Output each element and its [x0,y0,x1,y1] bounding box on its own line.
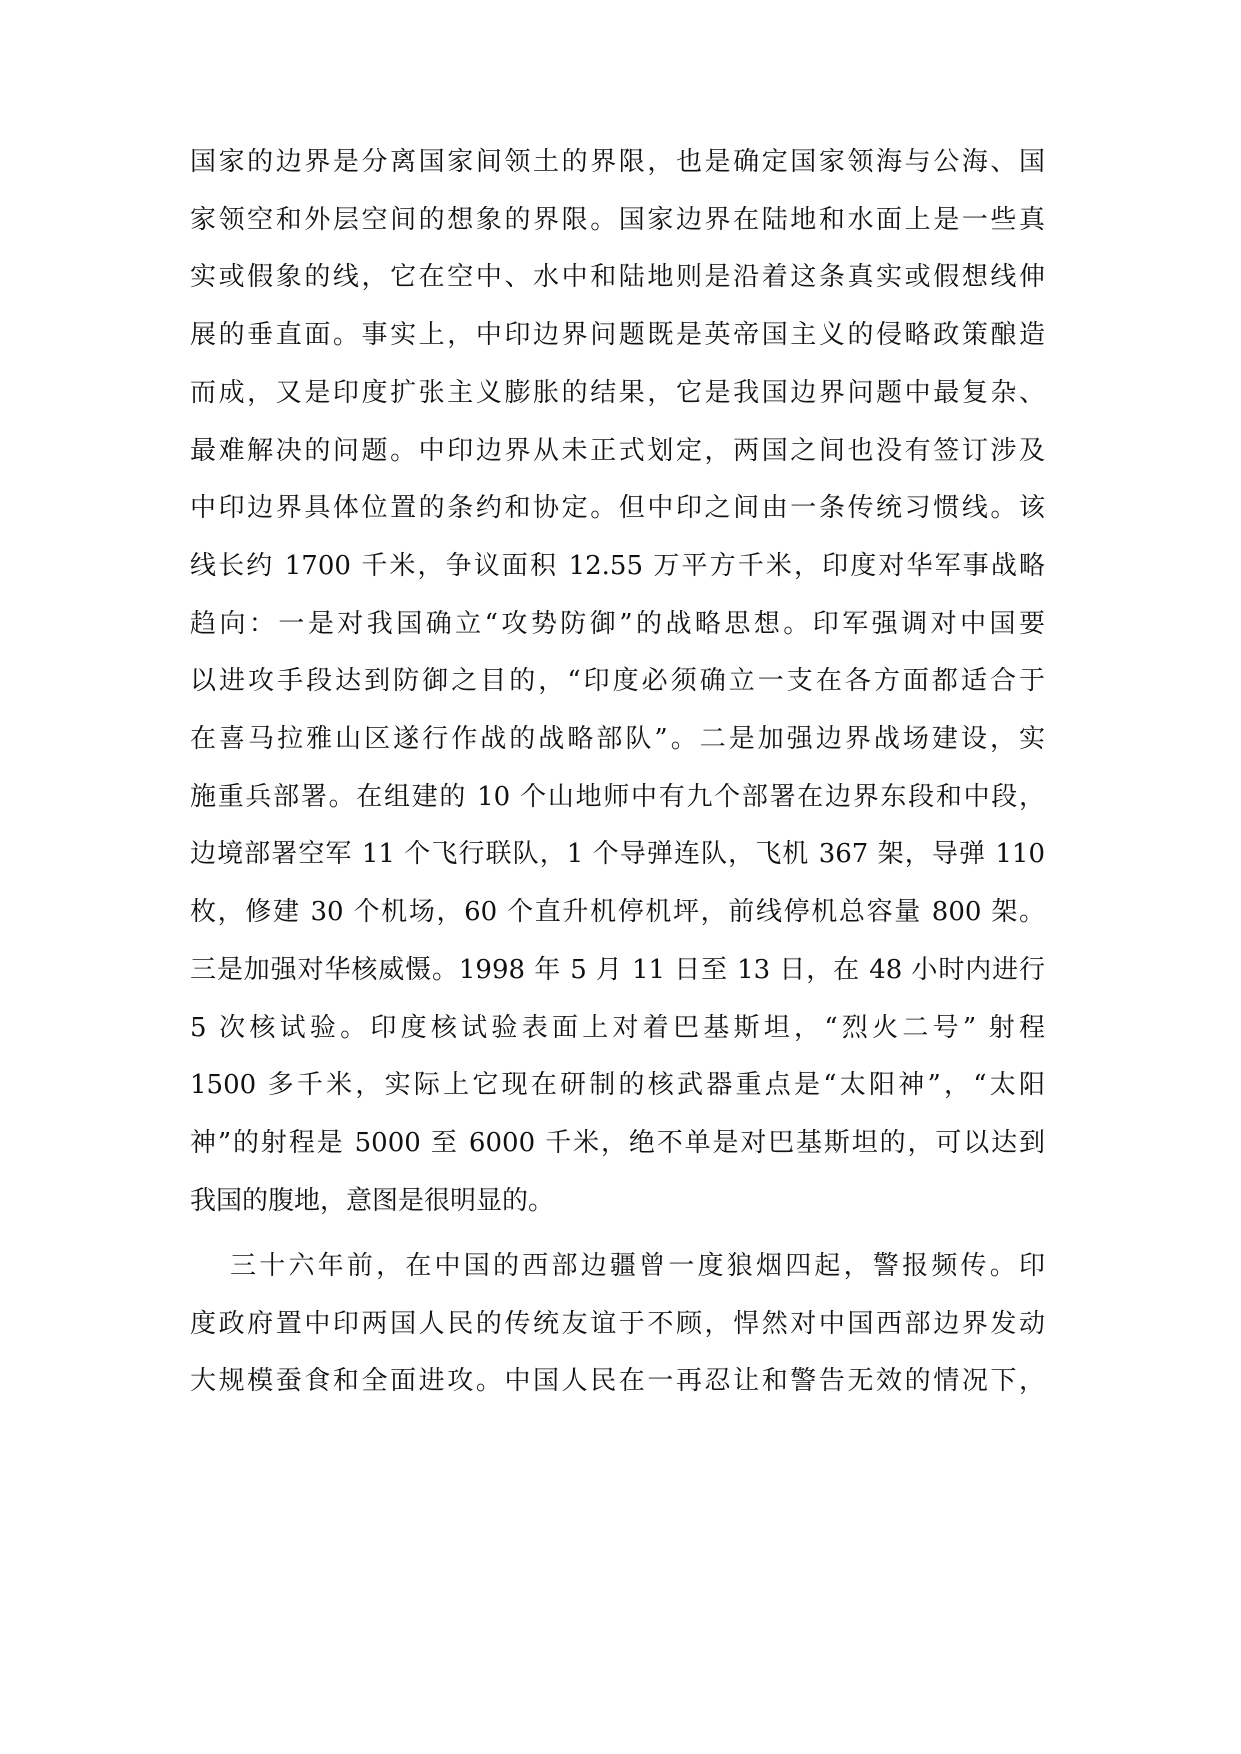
text-line: 家领空和外层空间的想象的界限。国家边界在陆地和水面上是一些真 [190,204,1045,235]
text-line: 1500 多千米，实际上它现在研制的核武器重点是“太阳神”，“太阳 [190,1070,1045,1101]
text-line: 5 次核试验。印度核试验表面上对着巴基斯坦，“烈火二号” 射程 [190,1012,1045,1043]
text-line: 大规模蚕食和全面进攻。中国人民在一再忍让和警告无效的情况下， [190,1366,1045,1397]
text-line: 在喜马拉雅山区遂行作战的战略部队”。二是加强边界战场建设，实 [190,724,1045,754]
text-line: 而成，又是印度扩张主义膨胀的结果，它是我国边界问题中最复杂、 [190,377,1045,408]
text-line: 实或假象的线，它在空中、水中和陆地则是沿着这条真实或假想线伸 [190,262,1045,293]
text-line: 边境部署空军 11 个飞行联队，1 个导弹连队，飞机 367 架，导弹 110 [190,839,1045,870]
text-line: 以进攻手段达到防御之目的，“印度必须确立一支在各方面都适合于 [190,666,1045,697]
text-line: 三是加强对华核威慑。1998 年 5 月 11 日至 13 日，在 48 小时内进行 [190,954,1045,985]
text-line: 最难解决的问题。中印边界从未正式划定，两国之间也没有签订涉及 [190,435,1045,466]
text-line: 线长约 1700 千米，争议面积 12.55 万平方千米，印度对华军事战略 [190,550,1045,581]
text-line: 趋向：一是对我国确立“攻势防御”的战略思想。印军强调对中国要 [190,608,1045,639]
text-line: 中印边界具体位置的条约和协定。但中印之间由一条传统习惯线。该 [190,493,1045,524]
text-line: 三十六年前，在中国的西部边疆曾一度狼烟四起，警报频传。印 [230,1251,1045,1281]
text-line: 我国的腹地，意图是很明显的。 [190,1185,555,1216]
text-line: 国家的边界是分离国家间领土的界限，也是确定国家领海与公海、国 [190,147,1045,177]
text-line: 枚，修建 30 个机场，60 个直升机停机坪，前线停机总容量 800 架。 [190,897,1045,928]
text-line: 展的垂直面。事实上，中印边界问题既是英帝国主义的侵略政策酿造 [190,320,1045,351]
text-line: 施重兵部署。在组建的 10 个山地师中有九个部署在边界东段和中段， [190,781,1045,812]
text-line: 神”的射程是 5000 至 6000 千米，绝不单是对巴基斯坦的，可以达到 [190,1127,1045,1158]
text-line: 度政府置中印两国人民的传统友谊于不顾，悍然对中国西部边界发动 [190,1308,1045,1339]
